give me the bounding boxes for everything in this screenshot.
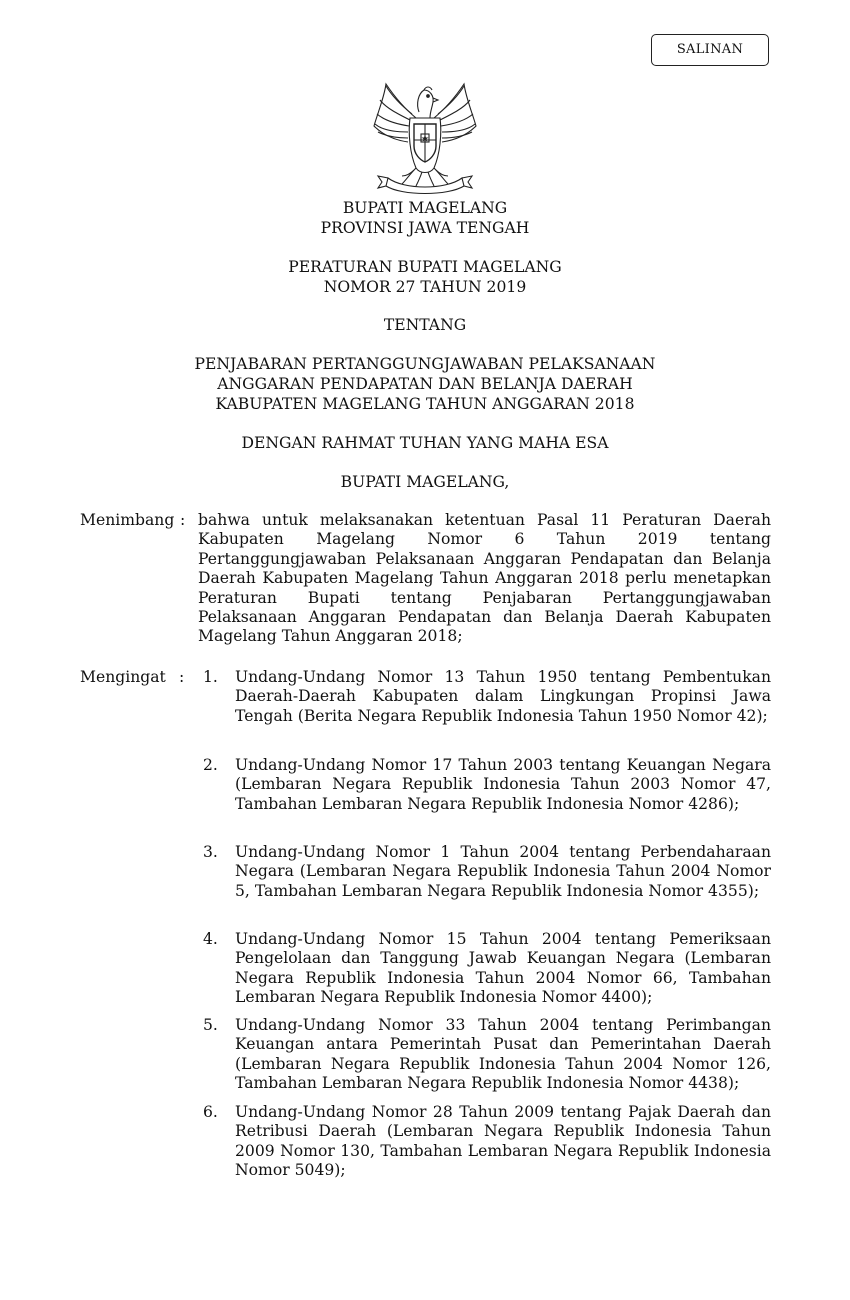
item-number: 5.	[203, 1016, 218, 1034]
garuda-pancasila-emblem	[364, 78, 486, 196]
item-number: 2.	[203, 756, 218, 774]
item-text: Undang-Undang Nomor 15 Tahun 2004 tentang Pemeriksaan Pengelolaan dan Tanggung Jawab Keuangan Negara (Lembaran Negara Republik Indonesia Tahun 2004 Nomor 66, Tambahan Lembaran Negara Republik Indonesia Nomor 4400);	[235, 930, 771, 1007]
subject-line2: ANGGARAN PENDAPATAN DAN BELANJA DAERAH	[217, 375, 633, 393]
menimbang-colon: :	[180, 511, 186, 529]
blessing-text: DENGAN RAHMAT TUHAN YANG MAHA ESA	[241, 434, 609, 452]
office-heading	[0, 198, 850, 238]
about-label: TENTANG	[383, 316, 467, 334]
item-text: Undang-Undang Nomor 13 Tahun 1950 tentang Pembentukan Daerah-Daerah Kabupaten dalam Lingkungan Propinsi Jawa Tengah (Berita Negara Republik Indonesia Tahun 1950 Nomor 42);	[235, 668, 771, 725]
regulation-number: NOMOR 27 TAHUN 2019	[323, 278, 527, 296]
item-number: 1.	[203, 668, 218, 686]
about-heading	[0, 315, 850, 335]
salinan-stamp: SALINAN	[651, 34, 769, 66]
subject-line1: PENJABARAN PERTANGGUNGJAWABAN PELAKSANAAN	[194, 355, 656, 373]
mengingat-colon: :	[179, 668, 185, 686]
item-number: 6.	[203, 1103, 218, 1121]
regulation-title: PERATURAN BUPATI MAGELANG	[288, 258, 562, 276]
item-number: 4.	[203, 930, 218, 948]
menimbang-text: bahwa untuk melaksanakan ketentuan Pasal 11 Peraturan Daerah Kabupaten Magelang Nomor 6 Tahun 2019 tentang Pertanggungjawaban Pelaksanaan Anggaran Pendapatan dan Belanja Daerah Kabupaten Magelang Tahun Anggaran 2018 perlu menetapkan Peraturan Bupati tentang Penjabaran Pertanggungjawaban Pelaksanaan Anggaran Pendapatan dan Belanja Daerah Kabupaten Magelang Tahun Anggaran 2018;	[198, 511, 771, 646]
office-line1: BUPATI MAGELANG	[342, 199, 508, 217]
item-text: Undang-Undang Nomor 28 Tahun 2009 tentang Pajak Daerah dan Retribusi Daerah (Lembaran Negara Republik Indonesia Tahun 2009 Nomor 130, Tambahan Lembaran Negara Republik Indonesia Nomor 5049);	[235, 1103, 771, 1180]
subject-line3: KABUPATEN MAGELANG TAHUN ANGGARAN 2018	[215, 395, 635, 413]
item-text: Undang-Undang Nomor 17 Tahun 2003 tentang Keuangan Negara (Lembaran Negara Republik Indonesia Tahun 2003 Nomor 47, Tambahan Lembaran Negara Republik Indonesia Nomor 4286);	[235, 756, 771, 813]
blessing-heading	[0, 433, 850, 453]
signatory-heading	[0, 472, 850, 492]
item-text: Undang-Undang Nomor 33 Tahun 2004 tentang Perimbangan Keuangan antara Pemerintah Pusat dan Pemerintahan Daerah (Lembaran Negara Republik Indonesia Tahun 2004 Nomor 126, Tambahan Lembaran Negara Republik Indonesia Nomor 4438);	[235, 1016, 771, 1093]
item-number: 3.	[203, 843, 218, 861]
item-text: Undang-Undang Nomor 1 Tahun 2004 tentang Perbendaharaan Negara (Lembaran Negara Republik Indonesia Tahun 2004 Nomor 5, Tambahan Lembaran Negara Republik Indonesia Nomor 4355);	[235, 843, 771, 900]
signatory-text: BUPATI MAGELANG,	[340, 473, 510, 491]
mengingat-label: Mengingat	[80, 668, 166, 686]
office-line2: PROVINSI JAWA TENGAH	[320, 219, 530, 237]
subject-heading	[0, 354, 850, 414]
regulation-heading	[0, 257, 850, 297]
menimbang-label: Menimbang	[80, 511, 175, 529]
